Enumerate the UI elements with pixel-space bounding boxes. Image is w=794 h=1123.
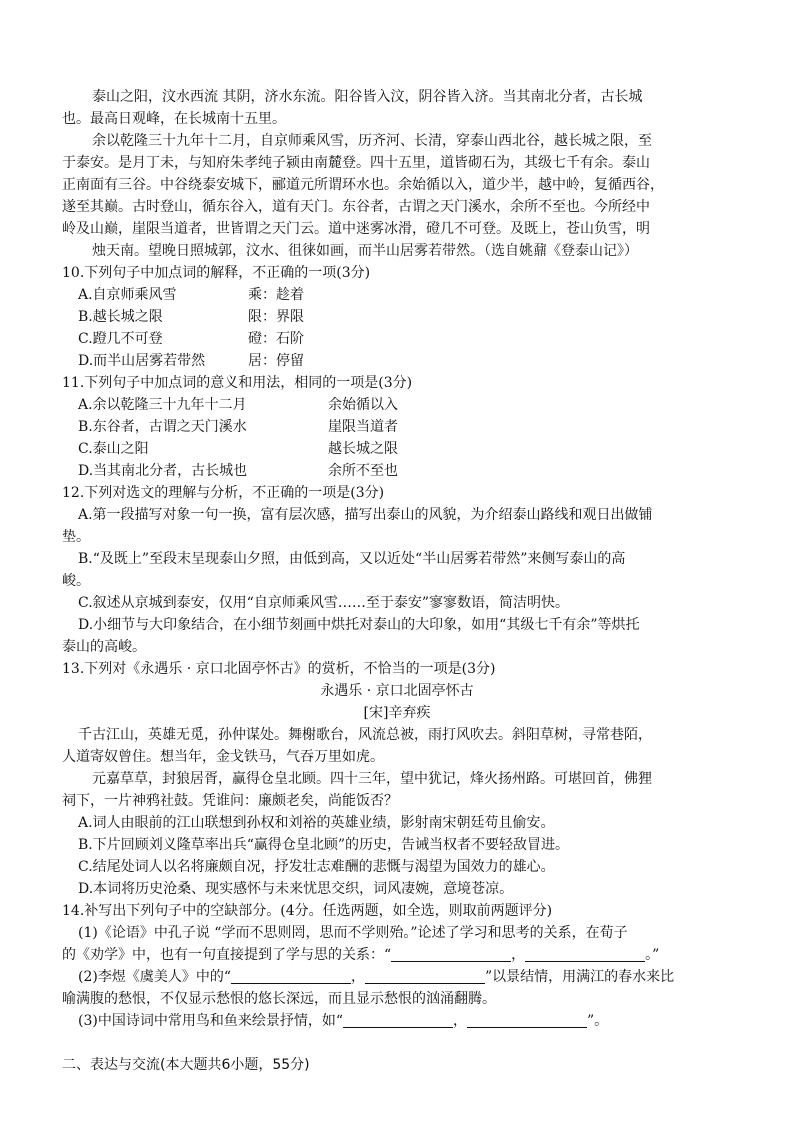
q12-option-a: A.第一段描写对象一句一换，富有层次感，描写出泰山的风貌，为介绍泰山路线和观日出做铺	[78, 507, 653, 523]
q12-option-b-cont: 峻。	[62, 573, 90, 589]
question-12-title: 12.下列对选文的理解与分析，不正确的一项是(3分)	[62, 485, 385, 501]
poem-line: 祠下，一片神鸦社鼓。凭谁问：廉颇老矣，尚能饭否？	[62, 793, 398, 809]
passage-line: 余以乾隆三十九年十二月，自京师乘风雪，历齐河、长清，穿泰山西北谷，越长城之限，至	[92, 133, 652, 149]
q13-option-b: B.下片回顾刘义隆草率出兵“赢得仓皇北顾”的历史，告诫当权者不要轻敌冒进。	[78, 837, 570, 853]
passage-line: 也。最高日观峰，在长城南十五里。	[62, 111, 286, 127]
passage-line: 于泰安。是月丁未，与知府朱孝纯子颍由南麓登。四十五里，道皆砌石为，其级七千有余。泰山	[62, 155, 650, 171]
q14-item-3: (3)中国诗词中常用鸟和鱼来绘景抒情，如“ ， ”。	[78, 1013, 609, 1029]
answer-blank[interactable]	[365, 967, 485, 984]
poem-line: 人道寄奴曾住。想当年，金戈铁马，气吞万里如虎。	[62, 749, 384, 765]
passage-line: 正南面有三谷。中谷绕泰安城下，郦道元所谓环水也。余始循以入，道少半，越中岭，复循西谷，	[62, 177, 664, 193]
q10-option-a: A.自京师乘风雪 乘：趁着	[78, 287, 304, 303]
q14-item-2: (2)李煜《虞美人》中的“ ， ”以景结情，用满江的春水来比	[78, 969, 675, 985]
passage-line: 烛天南。望晚日照城郭，汶水、徂徕如画，而半山居雾若带然。（选自姚鼐《登泰山记》）	[92, 243, 638, 259]
q12-option-b: B.“及既上”至段末呈现泰山夕照，由低到高，又以近处“半山居雾若带然”来侧写泰山的高	[78, 551, 626, 567]
q12-option-c: C.叙述从京城到泰安，仅用“自京师乘风雪……至于泰安”寥寥数语，简洁明快。	[78, 595, 569, 611]
section-heading: 二、表达与交流(本大题共6小题，55分)	[62, 1057, 310, 1073]
answer-blank[interactable]	[391, 945, 511, 962]
question-13-title: 13.下列对《永遇乐 · 京口北固亭怀古》的赏析，不恰当的一项是(3分)	[62, 661, 496, 677]
passage-line: 泰山之阳，汶水西流 其阴，济水东流。阳谷皆入汶，阴谷皆入济。当其南北分者，古长城	[92, 89, 643, 105]
q12-option-a-cont: 垫。	[62, 529, 90, 545]
q11-option-a: A.余以乾隆三十九年十二月 余始循以入	[78, 397, 398, 413]
q13-option-a: A.词人由眼前的江山联想到孙权和刘裕的英雄业绩，影射南宋朝廷苟且偷安。	[78, 815, 555, 831]
answer-blank[interactable]	[231, 967, 351, 984]
q11-option-b: B.东谷者，古谓之天门溪水 崖限当道者	[78, 419, 398, 435]
question-11-title: 11.下列句子中加点词的意义和用法，相同的一项是(3分)	[62, 375, 413, 391]
passage-line: 岭及山巅，崖限当道者，世皆谓之天门云。道中迷雾冰滑，磴几不可登。及既上，苍山负雪，明	[62, 221, 650, 237]
poem-line: 元嘉草草，封狼居胥，赢得仓皇北顾。四十三年，望中犹记，烽火扬州路。可堪回首，佛狸	[92, 771, 652, 787]
answer-blank[interactable]	[525, 945, 645, 962]
passage-line: 遂至其巅。古时登山，循东谷入，道有天门。东谷者，古谓之天门溪水，余所不至也。今所经中	[62, 199, 650, 215]
q14-item-2-cont: 喻满腹的愁恨，不仅显示愁恨的悠长深远，而且显示愁恨的汹涌翻腾。	[62, 991, 496, 1007]
question-14-title: 14.补写出下列句子中的空缺部分。(4分。任选两题，如全选，则取前两题评分)	[62, 903, 553, 919]
q14-item-1-cont: 的《劝学》中，也有一句直接提到了学与思的关系：“ ， 。”	[62, 947, 660, 963]
question-10-title: 10.下列句子中加点词的解释，不正确的一项(3分)	[62, 265, 371, 281]
q12-option-d-cont: 泰山的高峻。	[62, 639, 146, 655]
q12-option-d: D.小细节与大印象结合，在小细节刻画中烘托对泰山的大印象，如用“其级七千有余”等烘托	[78, 617, 640, 633]
q10-option-c: C.蹬几不可登 磴：石阶	[78, 331, 304, 347]
q13-option-d: D.本词将历史沧桑、现实感怀与未来忧思交织，词风凄婉，意境苍凉。	[78, 881, 514, 897]
answer-blank[interactable]	[467, 1011, 587, 1028]
q10-option-d: D.而半山居雾若带然 居：停留	[78, 353, 304, 369]
q14-item-1: (1)《论语》中孔子说 “学而不思则罔，思而不学则殆。”论述了学习和思考的关系，在荀子	[78, 925, 628, 941]
poem-line: 千古江山，英雄无觅，孙仲谋处。舞榭歌台，风流总被，雨打风吹去。斜阳草树，寻常巷陌，	[78, 727, 652, 743]
poem-author: [宋]辛弃疾	[363, 705, 431, 721]
answer-blank[interactable]	[343, 1011, 453, 1028]
q11-option-d: D.当其南北分者，古长城也 余所不至也	[78, 463, 398, 479]
q11-option-c: C.泰山之阳 越长城之限	[78, 441, 398, 457]
q13-option-c: C.结尾处词人以名将廉颇自况，抒发壮志难酬的悲慨与渴望为国效力的雄心。	[78, 859, 555, 875]
q10-option-b: B.越长城之限 限：界限	[78, 309, 304, 325]
poem-title: 永遇乐 · 京口北固亭怀古	[320, 683, 474, 699]
